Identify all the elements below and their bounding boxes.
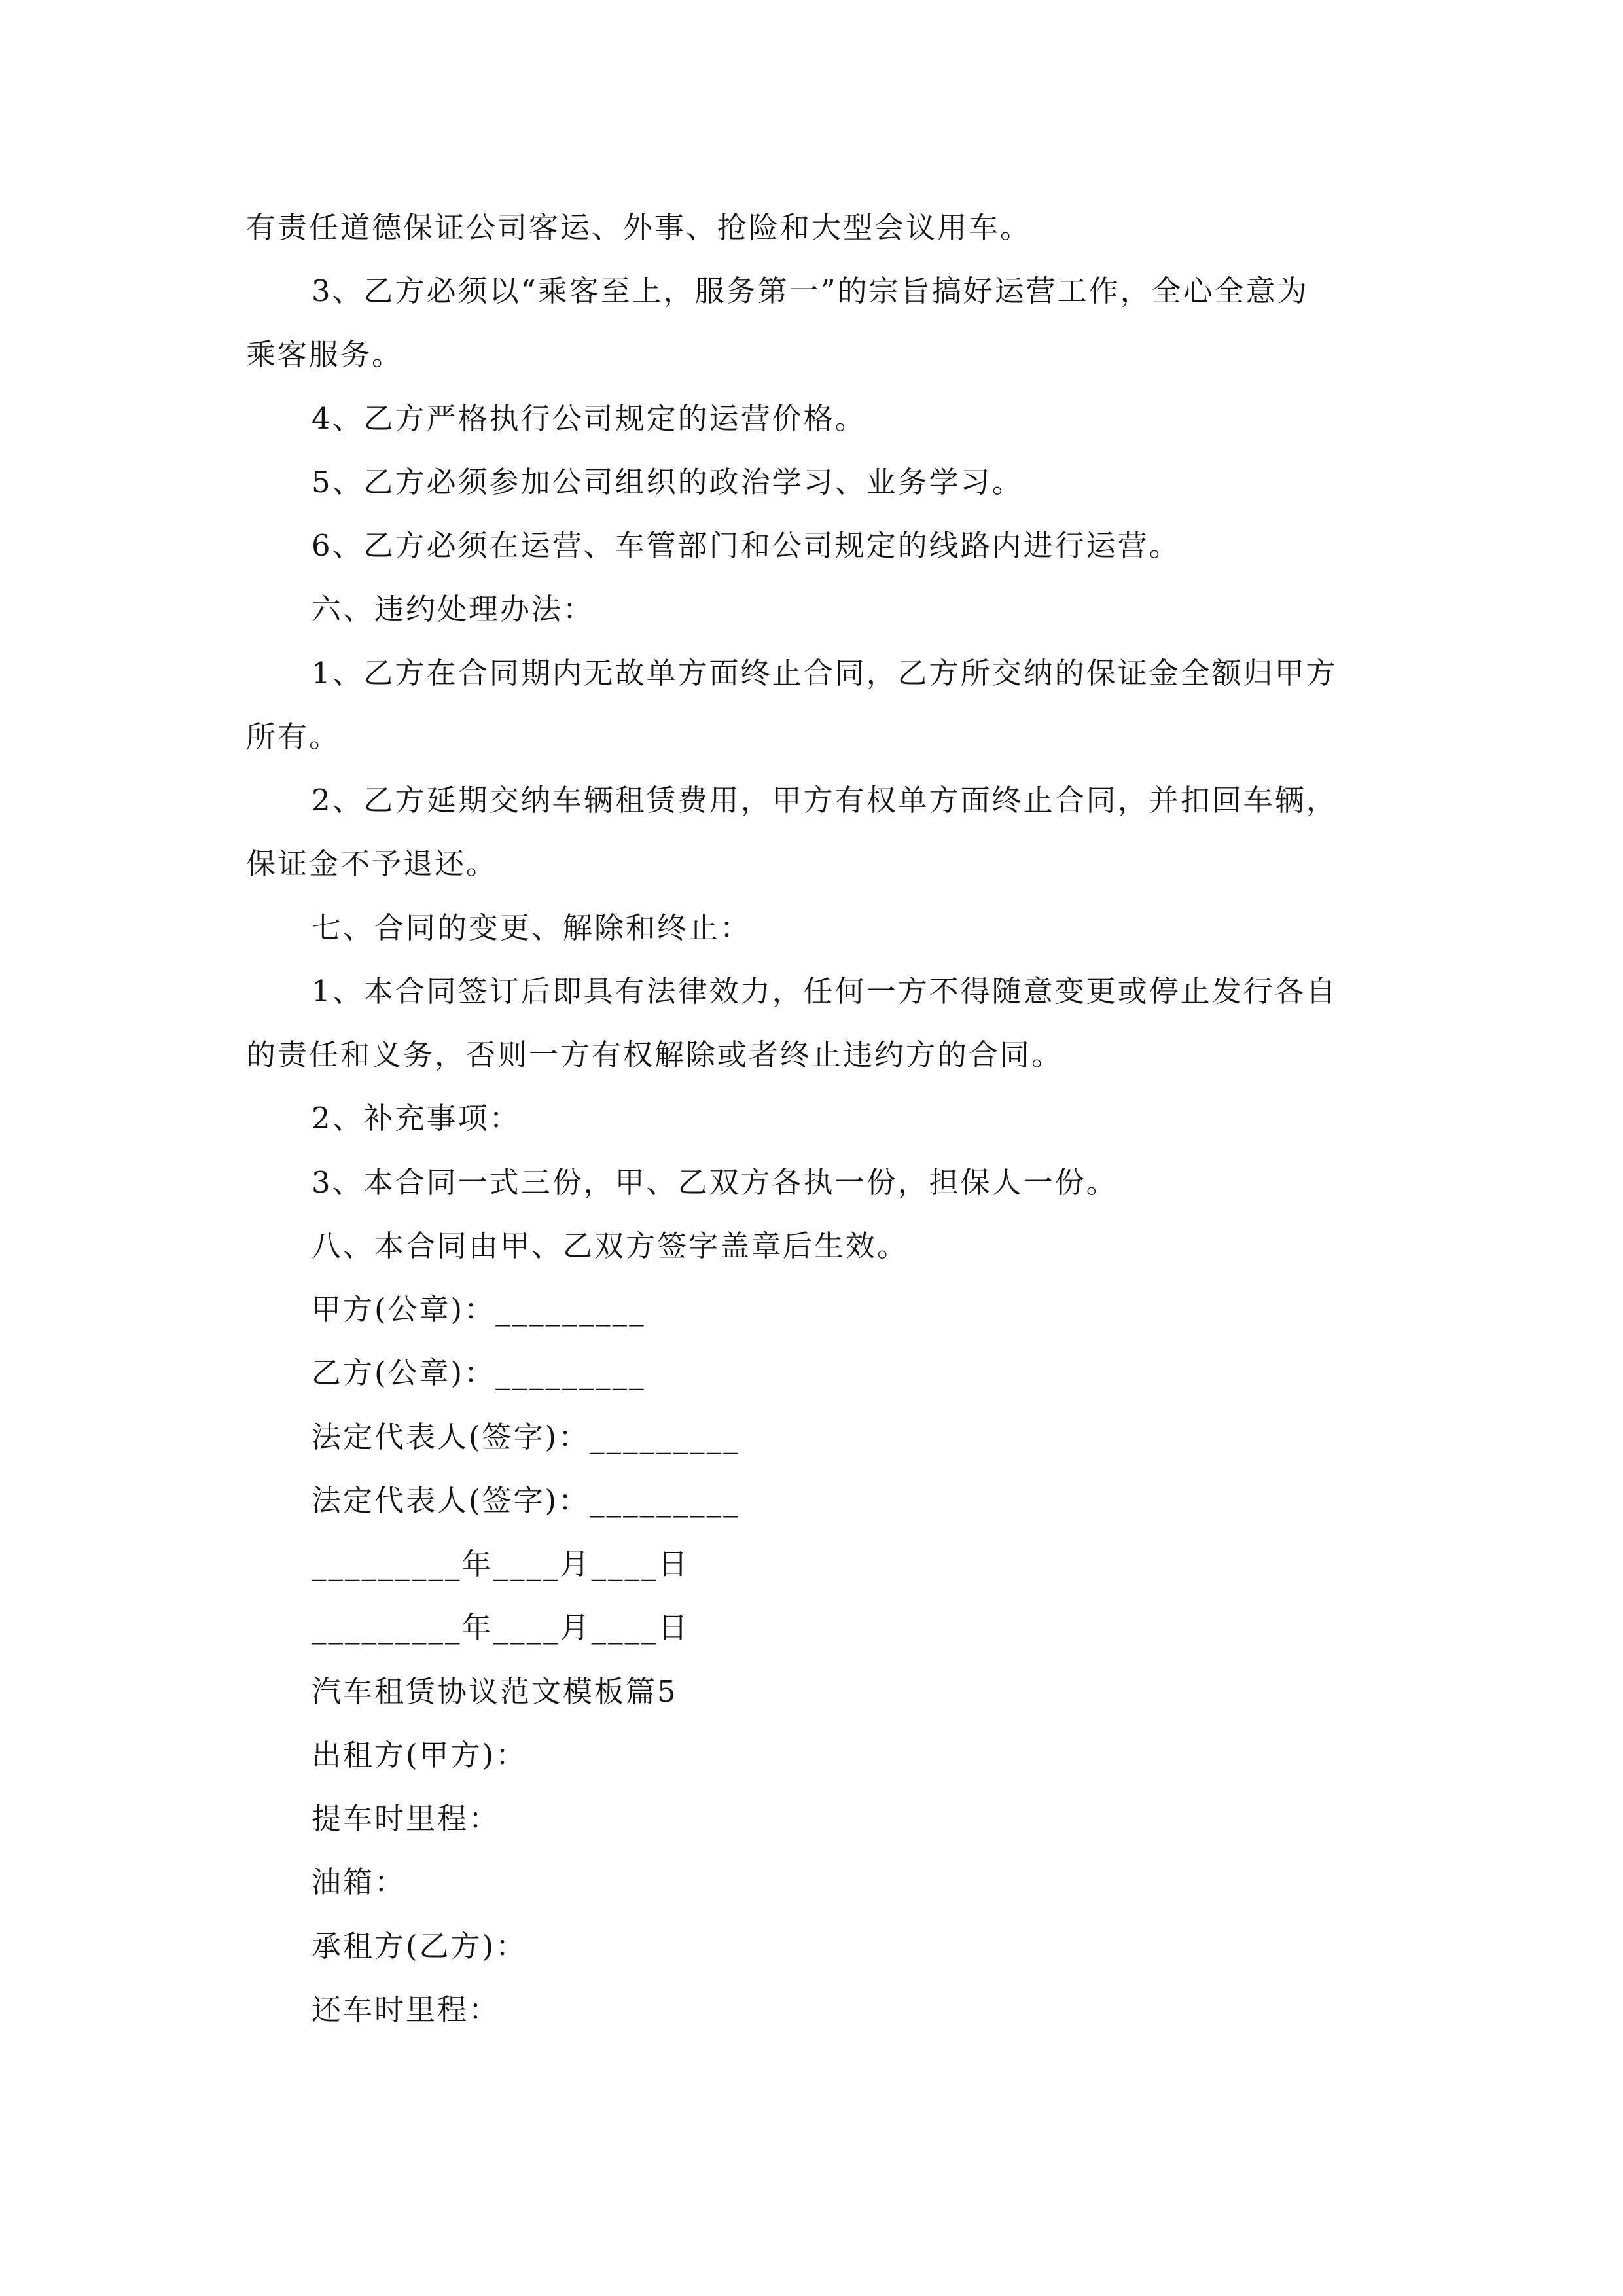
form-field-return-mileage: 还车时里程： [312,1992,501,2027]
text-line: 1、本合同签订后即具有法律效力，任何一方不得随意变更或停止发行各自 [312,974,1338,1009]
text-line: 保证金不予退还。 [246,846,498,881]
text-line: 3、乙方必须以“乘客至上，服务第一”的宗旨搞好运营工作，全心全意为 [312,274,1309,308]
signature-line-representative: 法定代表人(签字)：_________ [312,1420,740,1454]
template-title: 汽车租赁协议范文模板篇5 [312,1674,678,1709]
signature-line-party-a: 甲方(公章)：_________ [312,1292,646,1327]
text-line: 的责任和义务，否则一方有权解除或者终止违约方的合同。 [246,1037,1063,1072]
text-line: 5、乙方必须参加公司组织的政治学习、业务学习。 [312,465,1024,499]
text-line: 有责任道德保证公司客运、外事、抢险和大型会议用车。 [246,210,1032,245]
text-line: 2、乙方延期交纳车辆租赁费用，甲方有权单方面终止合同，并扣回车辆， [312,783,1338,817]
section-heading: 六、违约处理办法： [312,592,595,626]
form-field-pickup-mileage: 提车时里程： [312,1801,501,1836]
text-line: 4、乙方严格执行公司规定的运营价格。 [312,401,866,436]
text-line: 1、乙方在合同期内无故单方面终止合同，乙方所交纳的保证金全额归甲方 [312,656,1338,691]
section-heading: 八、本合同由甲、乙双方签字盖章后生效。 [312,1229,909,1263]
form-field-lessor: 出租方(甲方)： [312,1738,527,1772]
form-field-fuel-tank: 油箱： [312,1865,406,1899]
text-line: 3、本合同一式三份，甲、乙双方各执一份，担保人一份。 [312,1165,1118,1200]
form-field-lessee: 承租方(乙方)： [312,1929,527,1964]
signature-line-representative: 法定代表人(签字)：_________ [312,1483,740,1518]
signature-line-party-b: 乙方(公章)：_________ [312,1355,646,1390]
text-line: 2、补充事项： [312,1101,521,1136]
text-line: 6、乙方必须在运营、车管部门和公司规定的线路内进行运营。 [312,528,1181,563]
date-line: _________年____月____日 [312,1547,690,1581]
section-heading: 七、合同的变更、解除和终止： [312,910,752,945]
date-line: _________年____月____日 [312,1610,690,1645]
text-line: 乘客服务。 [246,337,404,372]
text-line: 所有。 [246,719,341,754]
